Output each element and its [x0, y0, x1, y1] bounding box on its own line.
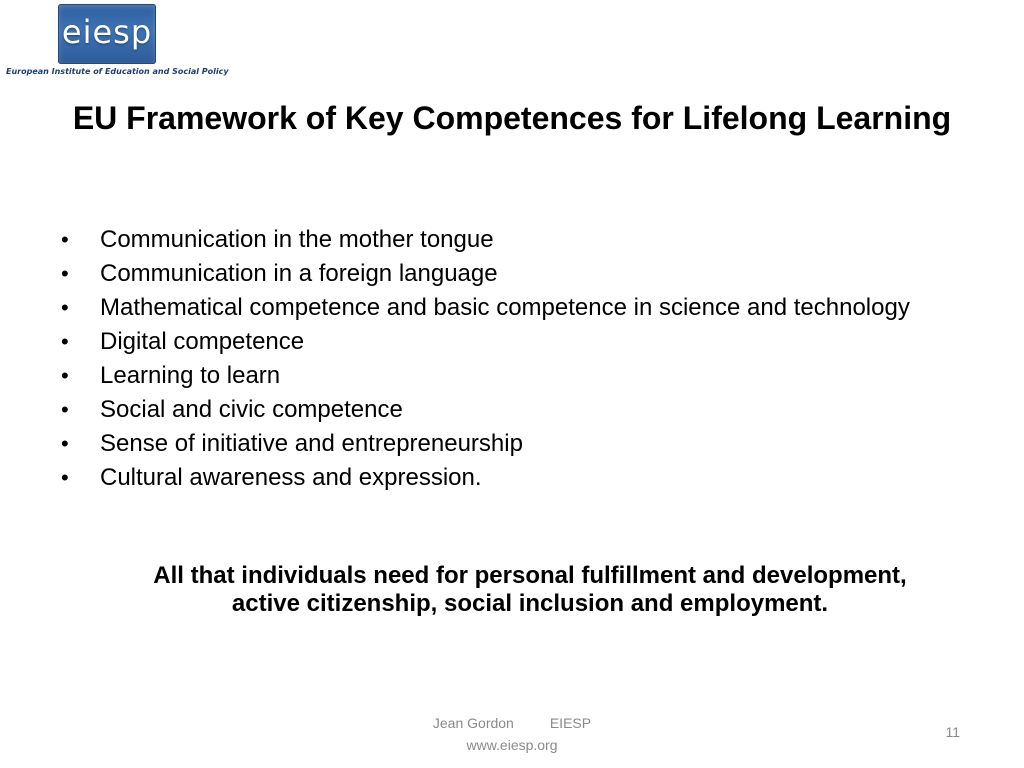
- list-item: [60, 464, 940, 491]
- list-item-text: Digital competence: [100, 328, 305, 355]
- list-item: [60, 362, 940, 389]
- bullet-icon: •: [61, 397, 69, 422]
- list-item: [60, 430, 940, 457]
- competence-list: [60, 226, 940, 498]
- logo-tagline: European Institute of Education and Social Policy: [6, 67, 229, 76]
- logo-badge: [58, 4, 156, 64]
- list-item: [60, 226, 940, 253]
- footer-organization: EIESP: [549, 715, 592, 731]
- eiesp-logo: [6, 4, 229, 80]
- footer-website: www.eiesp.org: [466, 737, 558, 753]
- footer-author: Jean Gordon: [432, 715, 514, 731]
- footer: [380, 712, 644, 756]
- bullet-icon: •: [61, 363, 69, 388]
- bullet-icon: •: [61, 431, 69, 456]
- list-item-text: Cultural awareness and expression.: [100, 464, 482, 491]
- list-item-text: Sense of initiative and entrepreneurship: [100, 430, 523, 457]
- list-item: [60, 328, 940, 355]
- bullet-icon: •: [61, 295, 69, 320]
- list-item-text: Mathematical competence and basic competence in science and technology: [100, 294, 910, 321]
- page-number: 11: [945, 724, 960, 740]
- list-item-text: Communication in the mother tongue: [100, 226, 494, 253]
- list-item: [60, 396, 940, 423]
- summary-statement: All that individuals need for personal fulfillment and development, active citizenship, social inclusion and employment.: [153, 562, 907, 617]
- bullet-icon: •: [61, 329, 69, 354]
- bullet-icon: •: [61, 227, 69, 252]
- slide-title: EU Framework of Key Competences for Lifelong Learning: [72, 100, 952, 136]
- list-item-text: Communication in a foreign language: [100, 260, 498, 287]
- bullet-icon: •: [61, 261, 69, 286]
- list-item: [60, 260, 940, 287]
- logo-text: eiesp: [61, 13, 153, 51]
- list-item-text: Learning to learn: [100, 362, 281, 389]
- footer-credits: [380, 712, 644, 734]
- bullet-icon: •: [61, 465, 69, 490]
- list-item: [60, 294, 940, 321]
- list-item-text: Social and civic competence: [100, 396, 403, 423]
